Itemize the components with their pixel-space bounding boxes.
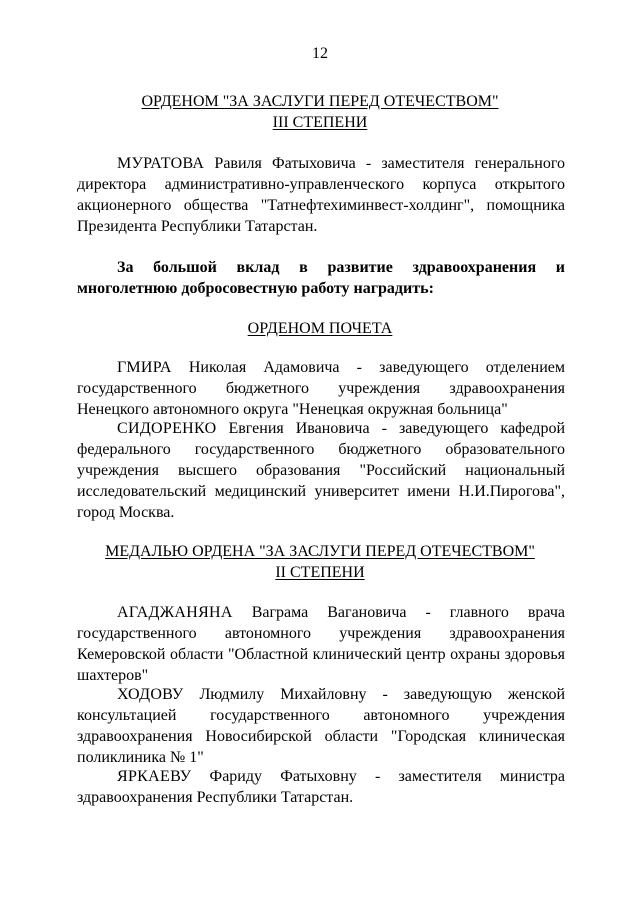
entry-text: Равиля Фатыховича - заместителя генерального директора административно-управленческого корпуса открытого акционерного общества "Татнефтехиминвест-холдинг", помощника Президента Республики Татарстан. [77, 155, 565, 235]
entry-surname: СИДОРЕНКО [117, 420, 217, 437]
entry-surname: МУРАТОВА [117, 155, 205, 172]
section2-entry-sidorenko [77, 418, 565, 523]
entry-surname: ЯРКАЕВУ [117, 768, 192, 785]
section2-entry-gmira [77, 357, 565, 420]
entry-surname: ХОДОВУ [117, 686, 184, 703]
section3-entry-khodovu [77, 684, 565, 768]
section3-entry-yarkaevu [77, 766, 565, 808]
entry-text: Николая Адамовича - заведующего отделением государственного бюджетного учреждения здравоохранения Ненецкого автономного округа "Ненецкая окружная больница" [77, 359, 565, 418]
section3-entry-agadzhanyana [77, 602, 565, 686]
entry-text: Ваграма Вагановича - главного врача государственного автономного учреждения здравоохранения Кемеровской области "Областной клинический центр охраны здоровья шахтеров" [77, 604, 565, 684]
section1-entry-muratova [77, 153, 565, 237]
section1-heading-line1: ОРДЕНОМ "ЗА ЗАСЛУГИ ПЕРЕД ОТЕЧЕСТВОМ" [141, 93, 499, 110]
section2-heading: ОРДЕНОМ ПОЧЕТА [247, 320, 393, 337]
entry-text: Евгения Ивановича - заведующего кафедрой федерального государственного бюджетного образовательного учреждения высшего образования "Российский национальный исследовательский медицинский университет имени Н.И.Пирогова", город Москва. [77, 420, 565, 521]
entry-text: Людмилу Михайловну - заведующую женской консультацией государственного автономного учреждения здравоохранения Новосибирской области "Городская клиническая поликлиника № 1" [77, 686, 565, 766]
entry-surname: АГАДЖАНЯНА [117, 604, 233, 621]
page-number: 12 [312, 45, 328, 62]
section3-heading-line1: МЕДАЛЬЮ ОРДЕНА "ЗА ЗАСЛУГИ ПЕРЕД ОТЕЧЕСТВОМ" [105, 543, 535, 560]
section3-heading-line2: II СТЕПЕНИ [275, 564, 365, 581]
entry-text: Фариду Фатыховну - заместителя министра здравоохранения Республики Татарстан. [77, 768, 565, 806]
entry-surname: ГМИРА [117, 359, 172, 376]
section1-heading-line2: III СТЕПЕНИ [272, 114, 368, 131]
award-statement: За большой вклад в развитие здравоохранения и многолетнюю добросовестную работу наградить: [77, 259, 565, 297]
